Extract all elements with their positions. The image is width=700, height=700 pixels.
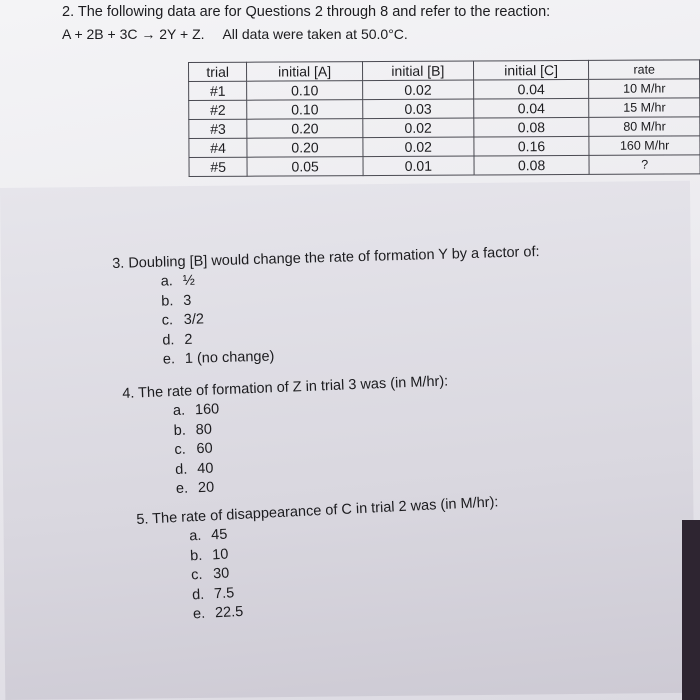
choice-letter: e. [175, 480, 189, 497]
choice-letter: d. [191, 586, 205, 603]
choice-text: 3/2 [183, 311, 205, 329]
choice-text: ½ [182, 272, 196, 290]
choice-text: 20 [197, 479, 215, 497]
choice-letter: e. [192, 605, 206, 623]
question-5 [136, 494, 504, 627]
cell-a: 0.10 [247, 100, 363, 120]
choice-letter: c. [174, 441, 187, 459]
table-edge [682, 520, 700, 700]
choice-letter: c. [161, 312, 174, 329]
cell-c: 0.08 [474, 155, 590, 175]
choice-text: 3 [183, 292, 192, 309]
reaction-equation [62, 26, 408, 42]
header-trial: trial [189, 62, 247, 81]
cell-rate: 80 M/hr [589, 117, 700, 137]
choice-text: 7.5 [213, 584, 235, 602]
choice-letter: e. [162, 351, 176, 368]
cell-b: 0.02 [363, 118, 474, 138]
question-4-stem: 4. The rate of formation of Z in trial 3 was (in M/hr): [122, 373, 449, 402]
choice-letter: a. [172, 402, 186, 420]
question-5-choices [137, 512, 504, 627]
table-row [189, 98, 700, 120]
cell-a: 0.20 [247, 119, 363, 139]
cell-rate: 160 M/hr [589, 136, 700, 156]
kinetics-data-table [188, 59, 700, 177]
cell-rate: 10 M/hr [589, 79, 700, 99]
choice-text: 40 [196, 460, 214, 477]
cell-c: 0.04 [473, 79, 589, 99]
cell-trial: #3 [189, 119, 247, 138]
cell-rate: ? [589, 155, 700, 175]
choice-letter: d. [162, 331, 175, 349]
cell-a: 0.20 [247, 138, 363, 158]
choice-text: 60 [196, 440, 213, 458]
choice-text: 22.5 [214, 603, 244, 622]
cell-trial: #2 [189, 100, 247, 119]
temperature-condition: All data were taken at 50.0°C. [222, 26, 408, 42]
question-4-choices [123, 391, 453, 501]
cell-trial: #4 [189, 138, 247, 157]
choice-text: 45 [210, 526, 228, 544]
table-row [189, 117, 700, 139]
cell-b: 0.02 [363, 80, 474, 100]
choice-text: 160 [194, 401, 220, 419]
header-initial-b: initial [B] [362, 61, 473, 81]
choice-letter: d. [174, 461, 188, 478]
cell-rate: 15 M/hr [589, 98, 700, 118]
choice-text: 2 [184, 331, 193, 348]
choice-letter: a. [160, 273, 174, 290]
question-3-choices [113, 262, 543, 371]
choice-text: 10 [211, 546, 229, 563]
header-initial-a: initial [A] [247, 62, 363, 82]
header-initial-c: initial [C] [473, 60, 589, 80]
choice-text: 80 [195, 421, 213, 438]
equation-text: A + 2B + 3C → 2Y + Z. [62, 26, 205, 42]
question-5-stem: 5. The rate of disappearance of C in trial 2 was (in M/hr): [136, 494, 499, 528]
question-3-stem: 3. Doubling [B] would change the rate of formation Y by a factor of: [112, 244, 540, 272]
choice-letter: c. [190, 566, 203, 584]
choice-letter: b. [161, 292, 174, 310]
cell-c: 0.04 [473, 98, 589, 118]
choice-letter: b. [189, 547, 203, 564]
question-4 [122, 373, 452, 501]
cell-b: 0.03 [363, 99, 474, 119]
table-row [189, 136, 700, 158]
choice-text: 30 [212, 565, 230, 583]
cell-c: 0.08 [474, 117, 590, 137]
choice-letter: b. [173, 422, 187, 439]
cell-c: 0.16 [474, 136, 590, 156]
question-3 [112, 244, 543, 371]
cell-a: 0.05 [247, 157, 363, 177]
header-rate: rate [589, 60, 700, 80]
cell-b: 0.01 [363, 156, 474, 176]
table-row [189, 155, 700, 177]
cell-trial: #5 [189, 157, 247, 176]
cell-b: 0.02 [363, 137, 474, 157]
question-2-intro: 2. The following data are for Questions 2 through 8 and refer to the reaction: [62, 4, 551, 20]
table-row [189, 79, 700, 101]
cell-a: 0.10 [247, 81, 363, 101]
choice-letter: a. [188, 527, 202, 545]
choice-text: 1 (no change) [184, 348, 275, 368]
cell-trial: #1 [189, 81, 247, 100]
